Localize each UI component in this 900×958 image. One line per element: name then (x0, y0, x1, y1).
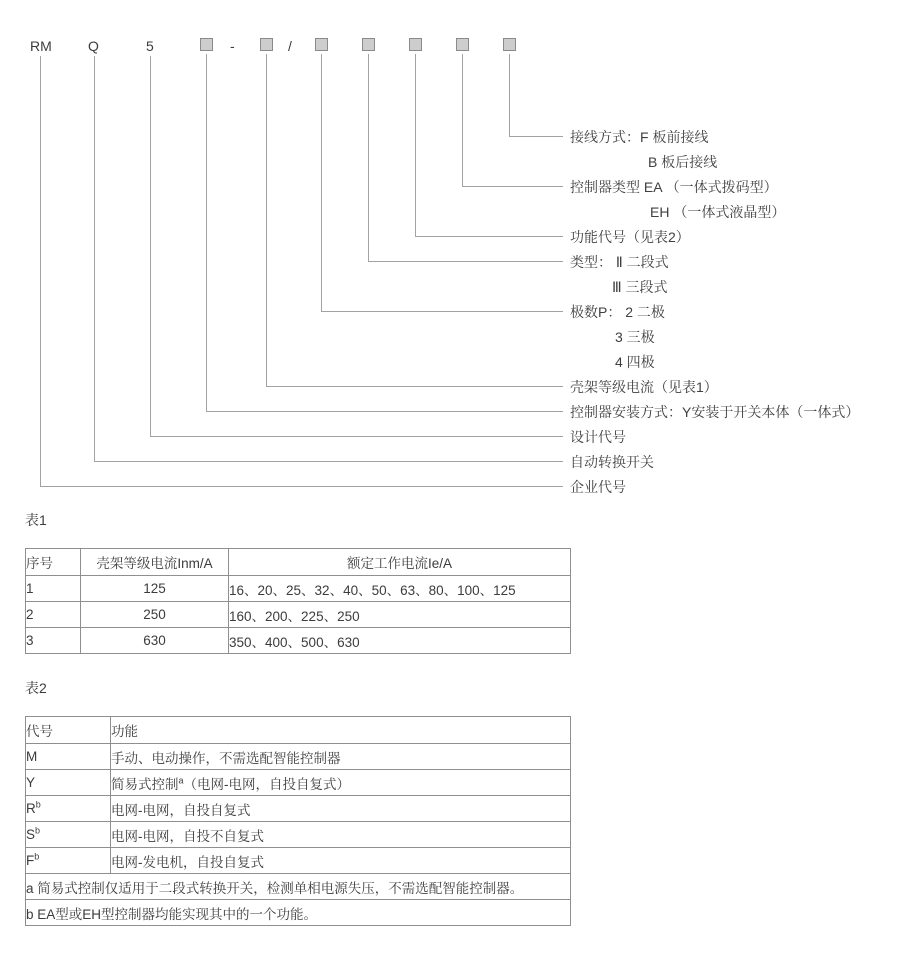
table2-row: $S^b$ 电网-电网，自投不自复式 (26, 822, 571, 848)
model-code-placeholder-box (260, 38, 273, 51)
callout-ats-code: 自动转换开关 (570, 454, 654, 470)
table2-row: M 手动、电动操作，不需选配智能控制器 (26, 744, 571, 770)
table1-row: 3 630 350、400、500、630 (26, 628, 571, 654)
table2-footnote-row (26, 900, 571, 926)
callout-controller-type: 控制器类型 EA （一体式拨码型） (570, 179, 778, 195)
table2-row: $R^b$ 电网-电网，自投自复式 (26, 796, 571, 822)
model-code-placeholder-box (315, 38, 328, 51)
callout-poles: 极数P： 2 二极 (570, 304, 665, 320)
table1-row: 1 125 16、20、25、32、40、50、63、80、100、125 (26, 576, 571, 602)
callout-poles-3: 3 三极 (615, 329, 655, 345)
table2-row: $F^b$ 电网-发电机，自投自复式 (26, 848, 571, 874)
callout-controller-mounting: 控制器安装方式：Y安装于开关本体（一体式） (570, 404, 860, 420)
table2-row: Y 简易式控制$^a$（电网-电网，自投自复式） (26, 770, 571, 796)
table2-header-func: 功能 (111, 717, 571, 744)
table2-function-codes (25, 716, 571, 926)
table1-header-rated: 额定工作电流Ie/A (229, 549, 571, 576)
model-code-placeholder-box (503, 38, 516, 51)
table2-header-row (26, 717, 571, 744)
callout-company-code: 企业代号 (570, 479, 626, 495)
callout-wiring-mode-b: B 板后接线 (648, 154, 718, 170)
table2-header-code: 代号 (26, 717, 111, 744)
model-code-placeholder-box (200, 38, 213, 51)
callout-wiring-mode: 接线方式：F 板前接线 (570, 129, 709, 145)
callout-type-iii: Ⅲ 三段式 (612, 279, 668, 295)
callout-poles-4: 4 四极 (615, 354, 655, 370)
callout-design-code: 设计代号 (570, 429, 626, 445)
table1-caption: 表1 (25, 512, 47, 528)
table2-footnote-row (26, 874, 571, 900)
table1-header-index: 序号 (26, 549, 81, 576)
code-segment-5: 5 (146, 38, 154, 54)
code-segment-dash: - (230, 38, 235, 54)
table1-header-frame: 壳架等级电流Inm/A (81, 549, 229, 576)
code-segment-q: Q (88, 38, 99, 54)
callout-controller-type-eh: EH （一体式液晶型） (650, 204, 786, 220)
table1-row: 2 250 160、200、225、250 (26, 602, 571, 628)
table1-frame-current (25, 548, 571, 654)
table2-footnote-a: a 简易式控制仅适用于二段式转换开关，检测单相电源失压，不需选配智能控制器。 (26, 874, 571, 900)
model-code-placeholder-box (409, 38, 422, 51)
callout-function-code: 功能代号（见表2） (570, 229, 690, 245)
code-segment-slash: / (288, 38, 292, 54)
code-segment-rm: RM (30, 38, 52, 54)
model-code-placeholder-box (456, 38, 469, 51)
callout-type: 类型： Ⅱ 二段式 (570, 254, 669, 270)
table1-header-row (26, 549, 571, 576)
table2-caption: 表2 (25, 680, 47, 696)
callout-frame-current: 壳架等级电流（见表1） (570, 379, 718, 395)
model-code-placeholder-box (362, 38, 375, 51)
table2-footnote-b: b EA型或EH型控制器均能实现其中的一个功能。 (26, 900, 571, 926)
